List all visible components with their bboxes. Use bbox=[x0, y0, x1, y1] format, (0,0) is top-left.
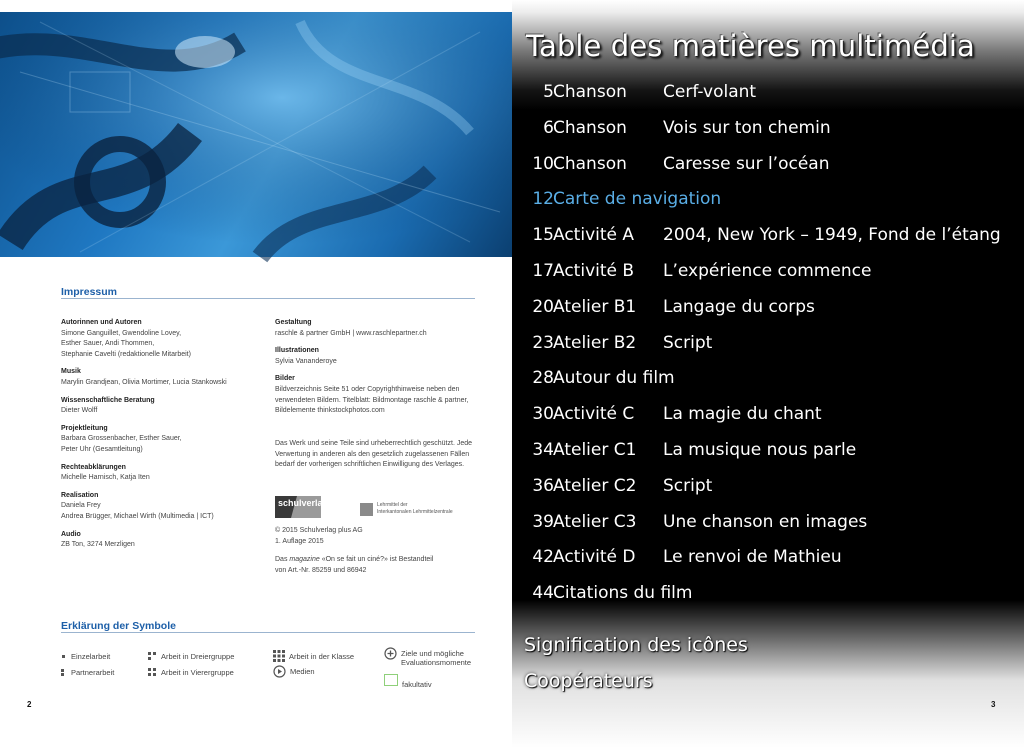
impressum-line: Esther Sauer, Andi Thommen, bbox=[61, 340, 155, 348]
symbol-fakultativ: fakultativ bbox=[384, 674, 432, 689]
symbol-partnerarbeit: Partnerarbeit bbox=[61, 668, 114, 677]
copyright-block bbox=[275, 526, 490, 576]
rights-line: Verwertung in anderen als den gesetzlich zugelassenen Fällen bbox=[275, 450, 470, 458]
symbol-ziele: Ziele und mögliche Evaluationsmomente bbox=[384, 647, 471, 667]
impressum-group bbox=[61, 367, 271, 388]
toc-category: Atelier B1 bbox=[553, 296, 637, 317]
toc-page-number: 10 bbox=[532, 153, 554, 174]
impressum-heading: Rechteabklärungen bbox=[61, 463, 126, 471]
symbol-einzelarbeit: Einzelarbeit bbox=[61, 652, 110, 661]
toc-entry[interactable] bbox=[512, 512, 1024, 534]
symbol-medien: Medien bbox=[273, 665, 315, 678]
impressum-line: Bildelemente thinkstockphotos.com bbox=[275, 407, 385, 415]
impressum-group bbox=[61, 530, 271, 551]
toc-entry-title: Vois sur ton chemin bbox=[663, 117, 831, 138]
impressum-line: Andrea Brügger, Michael Wirth (Multimedia | ICT) bbox=[61, 512, 214, 520]
right-page bbox=[512, 0, 1024, 748]
impressum-group bbox=[61, 318, 271, 360]
toc-page-number: 42 bbox=[532, 547, 554, 568]
impressum-title: Impressum bbox=[61, 286, 118, 298]
copyright-line: © 2015 Schulverlag plus AG bbox=[275, 527, 363, 534]
toc-entry[interactable] bbox=[512, 404, 1024, 426]
toc-entry[interactable] bbox=[512, 225, 1024, 247]
optional-box-icon bbox=[384, 674, 398, 686]
impressum-heading: Musik bbox=[61, 368, 81, 376]
toc-category: Citations du film bbox=[553, 583, 693, 604]
impressum-heading: Wissenschaftliche Beratung bbox=[61, 396, 155, 404]
toc-category: Autour du film bbox=[553, 368, 675, 389]
toc-category: Chanson bbox=[553, 82, 627, 102]
impressum-group bbox=[61, 424, 271, 456]
single-person-icon bbox=[61, 652, 67, 661]
impressum-line: Simone Ganguillet, Gwendoline Lovey, bbox=[61, 329, 182, 337]
toc-entry-title: Script bbox=[663, 332, 713, 353]
toc-page-number: 34 bbox=[532, 440, 554, 460]
cooperateurs-link[interactable]: Coopérateurs bbox=[524, 670, 653, 692]
toc-entry[interactable] bbox=[512, 82, 1024, 104]
toc-entry-title: La magie du chant bbox=[663, 404, 822, 425]
toc-entry-title: Le renvoi de Mathieu bbox=[663, 547, 842, 568]
toc-entry[interactable] bbox=[512, 118, 1024, 140]
lehrmittel-logo-line-1: Lehrmittel der bbox=[377, 502, 408, 508]
impressum-line: Michelle Harnisch, Katja Iten bbox=[61, 474, 150, 482]
group-of-four-icon bbox=[148, 668, 157, 677]
page-number-left: 2 bbox=[27, 700, 32, 709]
toc-entry-title: 2004, New York – 1949, Fond de l’étang bbox=[663, 225, 1001, 246]
symbol-klasse: Arbeit in der Klasse bbox=[273, 650, 354, 662]
impressum-line: Barbara Grossenbacher, Esther Sauer, bbox=[61, 435, 182, 443]
toc-page-number: 15 bbox=[532, 225, 554, 246]
impressum-line: Dieter Wolff bbox=[61, 407, 98, 415]
rights-text bbox=[275, 439, 490, 471]
toc-category: Activité D bbox=[553, 547, 636, 568]
impressum-line: raschle & partner GmbH | www.raschlepartner.ch bbox=[275, 329, 427, 337]
toc-page-number: 28 bbox=[532, 368, 554, 389]
toc-page-number: 23 bbox=[532, 332, 554, 353]
toc-entry-title: Cerf-volant bbox=[663, 82, 757, 102]
impressum-group bbox=[61, 396, 271, 417]
target-plus-icon bbox=[384, 647, 397, 660]
toc-category: Atelier C2 bbox=[553, 475, 637, 496]
impressum-line: Daniela Frey bbox=[61, 502, 101, 510]
impressum-heading: Autorinnen und Autoren bbox=[61, 319, 142, 326]
toc-entry[interactable] bbox=[512, 368, 1024, 390]
impressum-heading: Projektleitung bbox=[61, 424, 108, 432]
toc-page-number: 12 bbox=[532, 189, 554, 210]
impressum-column-2 bbox=[275, 318, 485, 424]
impressum-line: Sylvia Vananderoye bbox=[275, 357, 337, 365]
impressum-group bbox=[275, 318, 485, 339]
toc-category: Carte de navigation bbox=[553, 189, 722, 210]
impressum-group bbox=[61, 491, 271, 523]
toc-page-number: 30 bbox=[532, 404, 554, 425]
toc-page-number: 5 bbox=[543, 82, 554, 102]
toc-entry-title: L’expérience commence bbox=[663, 261, 872, 281]
lehrmittel-logo-mark bbox=[360, 503, 373, 516]
toc-page-number: 20 bbox=[532, 296, 554, 317]
impressum-line: Stephanie Cavelti (redaktionelle Mitarbeit) bbox=[61, 350, 191, 358]
media-play-icon bbox=[273, 665, 286, 678]
symbol-vierergruppe: Arbeit in Vierergruppe bbox=[148, 668, 234, 677]
symbols-divider bbox=[61, 632, 475, 633]
impressum-line: Marylin Grandjean, Olivia Mortimer, Lucia Stankowski bbox=[61, 378, 227, 386]
toc-entry[interactable] bbox=[512, 297, 1024, 319]
page-number-right: 3 bbox=[991, 700, 996, 709]
signification-link[interactable]: Signification des icônes bbox=[524, 634, 748, 656]
impressum-column-1 bbox=[61, 318, 271, 558]
toc-category: Activité A bbox=[553, 225, 635, 246]
toc-entry-title: Caresse sur l’océan bbox=[663, 153, 830, 174]
impressum-line: ZB Ton, 3274 Merzligen bbox=[61, 541, 135, 549]
toc-page-number: 36 bbox=[532, 475, 554, 496]
toc-category: Atelier C1 bbox=[553, 440, 637, 460]
impressum-heading: Illustrationen bbox=[275, 347, 319, 355]
impressum-line: Bildverzeichnis Seite 51 oder Copyrighthinweise neben den bbox=[275, 385, 460, 393]
symbol-dreiergruppe: Arbeit in Dreiergruppe bbox=[148, 652, 234, 661]
impressum-group bbox=[275, 374, 485, 416]
toc-entry-title: Langage du corps bbox=[663, 296, 815, 317]
toc-category: Chanson bbox=[553, 117, 627, 138]
toc-entry[interactable] bbox=[512, 583, 1024, 605]
symbols-title: Erklärung der Symbole bbox=[61, 620, 176, 632]
toc-entry-title: Une chanson en images bbox=[663, 511, 868, 532]
impressum-group bbox=[61, 463, 271, 484]
toc-title: Table des matières multimédia bbox=[526, 29, 975, 63]
magazine-note-line-2: von Art.-Nr. 85259 und 86942 bbox=[275, 566, 367, 574]
toc-entry[interactable] bbox=[512, 154, 1024, 176]
toc-page-number: 39 bbox=[532, 511, 554, 532]
lehrmittel-logo bbox=[360, 502, 480, 520]
toc-category: Activité B bbox=[553, 261, 635, 281]
toc-category: Atelier C3 bbox=[553, 511, 637, 532]
impressum-heading: Realisation bbox=[61, 491, 99, 499]
lehrmittel-logo-line-2: Interkantonalen Lehrmittelzentrale bbox=[377, 509, 453, 515]
class-grid-icon bbox=[273, 650, 285, 662]
impressum-heading: Gestaltung bbox=[275, 319, 312, 326]
toc-page-number: 44 bbox=[532, 583, 554, 604]
magazine-note: Das magazine «On se fait un ciné?» ist Bestandteil bbox=[275, 556, 434, 564]
toc-entry-title: Script bbox=[663, 475, 713, 496]
impressum-heading: Audio bbox=[61, 530, 81, 538]
pair-icon bbox=[61, 668, 67, 677]
cover-photo bbox=[0, 12, 512, 257]
toc-category: Chanson bbox=[553, 153, 627, 174]
toc-entry[interactable] bbox=[512, 261, 1024, 283]
toc-entry[interactable] bbox=[512, 547, 1024, 569]
rights-line: Das Werk und seine Teile sind urheberrechtlich geschützt. Jede bbox=[275, 440, 473, 447]
toc-category: Activité C bbox=[553, 404, 635, 425]
impressum-group bbox=[275, 346, 485, 367]
toc-category: Atelier B2 bbox=[553, 332, 637, 353]
toc-page-number: 17 bbox=[532, 261, 554, 281]
rights-line: bedarf der vorherigen schriftlichen Einwilligung des Verlages. bbox=[275, 461, 465, 469]
toc-entry[interactable] bbox=[512, 189, 1024, 211]
impressum-heading: Bilder bbox=[275, 375, 295, 383]
toc-entry-title: La musique nous parle bbox=[663, 440, 857, 460]
edition-line: 1. Auflage 2015 bbox=[275, 537, 324, 545]
schulverlag-logo-text: schulverlag bbox=[278, 498, 329, 508]
toc-entry[interactable] bbox=[512, 333, 1024, 355]
toc-page-number: 6 bbox=[543, 117, 554, 138]
impressum-divider bbox=[61, 298, 475, 299]
impressum-line: Peter Uhr (Gesamtleitung) bbox=[61, 445, 143, 453]
toc-entry[interactable] bbox=[512, 476, 1024, 498]
impressum-line: verwendeten Bildern. Titelblatt: Bildmontage raschle & partner, bbox=[275, 396, 469, 404]
group-of-three-icon bbox=[148, 652, 157, 661]
schulverlag-logo bbox=[275, 496, 329, 518]
toc-entry[interactable] bbox=[512, 440, 1024, 462]
